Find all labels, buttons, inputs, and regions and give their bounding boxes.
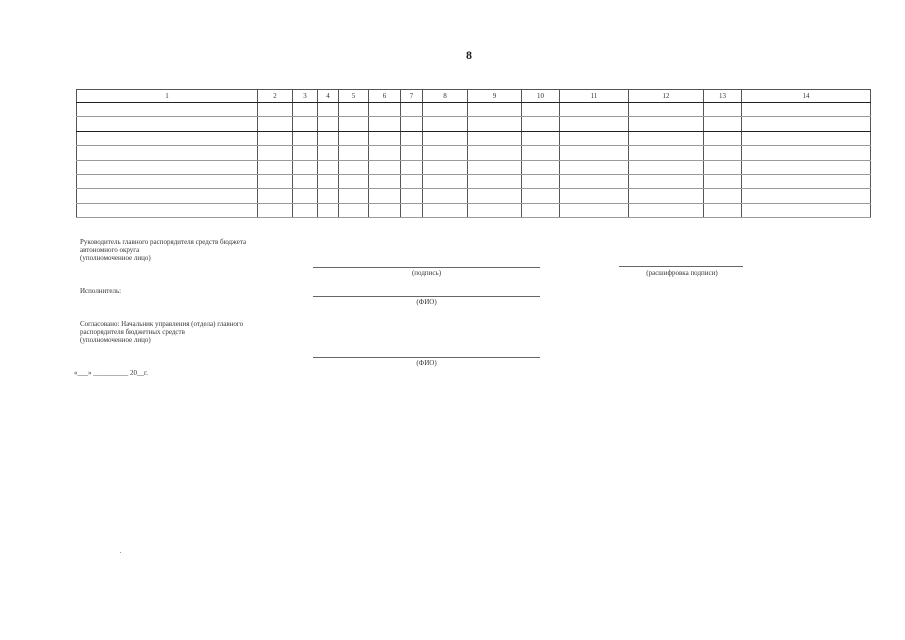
table-cell <box>704 103 742 117</box>
executor-caption: (ФИО) <box>416 298 437 306</box>
column-header: 14 <box>742 90 871 103</box>
column-header: 2 <box>258 90 293 103</box>
table-cell <box>468 117 522 131</box>
table-cell <box>522 117 560 131</box>
column-header: 5 <box>339 90 369 103</box>
table-cell <box>742 117 871 131</box>
table-cell <box>468 146 522 160</box>
table-cell <box>293 103 318 117</box>
table-cell <box>423 103 468 117</box>
table-cell <box>468 203 522 217</box>
table-cell <box>522 203 560 217</box>
agreed-line <box>313 357 540 358</box>
table-cell <box>560 103 629 117</box>
table-cell <box>77 103 258 117</box>
table-cell <box>293 203 318 217</box>
data-table <box>76 89 870 218</box>
table-cell <box>401 174 423 188</box>
page-number: 8 <box>466 48 472 62</box>
table-cell <box>522 189 560 203</box>
table-cell <box>318 131 339 145</box>
table-cell <box>742 160 871 174</box>
table-cell <box>704 146 742 160</box>
decoding-line <box>619 266 743 267</box>
table-cell <box>629 189 704 203</box>
table-header-row <box>77 90 871 103</box>
table-cell <box>77 203 258 217</box>
table-cell <box>258 131 293 145</box>
table-cell <box>318 103 339 117</box>
table-cell <box>468 103 522 117</box>
agreed-caption: (ФИО) <box>416 359 437 367</box>
table-row <box>77 160 871 174</box>
column-header: 9 <box>468 90 522 103</box>
table-cell <box>293 117 318 131</box>
table-cell <box>401 160 423 174</box>
table-row <box>77 189 871 203</box>
table-cell <box>742 146 871 160</box>
table-row <box>77 203 871 217</box>
table-cell <box>629 117 704 131</box>
table-cell <box>77 174 258 188</box>
table-cell <box>293 189 318 203</box>
decoding-caption: (расшифровка подписи) <box>646 269 718 277</box>
table-cell <box>468 131 522 145</box>
table-cell <box>369 189 401 203</box>
table-cell <box>369 174 401 188</box>
table-cell <box>704 131 742 145</box>
table-cell <box>742 189 871 203</box>
table-cell <box>423 174 468 188</box>
executor-label: Исполнитель: <box>80 287 122 295</box>
table-cell <box>293 174 318 188</box>
table-cell <box>742 131 871 145</box>
column-header: 4 <box>318 90 339 103</box>
table-cell <box>293 131 318 145</box>
table-cell <box>468 174 522 188</box>
column-header: 6 <box>369 90 401 103</box>
table-cell <box>293 146 318 160</box>
table-cell <box>339 189 369 203</box>
column-header: 7 <box>401 90 423 103</box>
table-cell <box>318 117 339 131</box>
table-cell <box>339 160 369 174</box>
table-cell <box>423 160 468 174</box>
table-cell <box>77 146 258 160</box>
column-header: 13 <box>704 90 742 103</box>
table-cell <box>339 203 369 217</box>
table-cell <box>318 160 339 174</box>
table-cell <box>339 146 369 160</box>
table-cell <box>742 203 871 217</box>
table-cell <box>369 203 401 217</box>
signature-caption: (подпись) <box>411 269 442 277</box>
table-cell <box>423 131 468 145</box>
table-cell <box>77 117 258 131</box>
table-cell <box>401 189 423 203</box>
date-line: «___» __________ 20__г. <box>74 369 148 377</box>
table-cell <box>258 146 293 160</box>
table-cell <box>339 131 369 145</box>
agreed-label: Согласовано: Начальник управления (отдела) главного распорядителя бюджетных средств (уполномоченное лицо) <box>80 320 244 344</box>
table-cell <box>522 146 560 160</box>
table-cell <box>77 131 258 145</box>
table-cell <box>258 189 293 203</box>
table-cell <box>629 174 704 188</box>
table-cell <box>339 117 369 131</box>
table-cell <box>522 160 560 174</box>
table-cell <box>629 103 704 117</box>
table-cell <box>560 117 629 131</box>
table-cell <box>258 103 293 117</box>
table-cell <box>401 146 423 160</box>
table-cell <box>369 160 401 174</box>
table-cell <box>560 203 629 217</box>
table-cell <box>629 146 704 160</box>
table-cell <box>742 103 871 117</box>
table-cell <box>468 160 522 174</box>
table-cell <box>369 131 401 145</box>
column-header: 12 <box>629 90 704 103</box>
table-row <box>77 131 871 145</box>
table-cell <box>339 103 369 117</box>
table-cell <box>468 189 522 203</box>
table-cell <box>293 160 318 174</box>
column-header: 1 <box>77 90 258 103</box>
table-cell <box>704 160 742 174</box>
table-cell <box>369 117 401 131</box>
table-cell <box>522 131 560 145</box>
table-cell <box>318 203 339 217</box>
table-cell <box>704 117 742 131</box>
table-cell <box>423 146 468 160</box>
table-cell <box>423 203 468 217</box>
table-cell <box>258 174 293 188</box>
table-cell <box>560 174 629 188</box>
table-cell <box>369 146 401 160</box>
table-cell <box>423 189 468 203</box>
table-cell <box>401 117 423 131</box>
table-cell <box>401 103 423 117</box>
table-row <box>77 103 871 117</box>
table-cell <box>318 146 339 160</box>
column-header: 3 <box>293 90 318 103</box>
scan-speck <box>120 552 121 553</box>
table-cell <box>560 189 629 203</box>
table-cell <box>423 117 468 131</box>
table-cell <box>742 174 871 188</box>
table-cell <box>77 189 258 203</box>
column-header: 10 <box>522 90 560 103</box>
table-cell <box>401 203 423 217</box>
table-cell <box>318 174 339 188</box>
table-cell <box>560 131 629 145</box>
table-cell <box>258 117 293 131</box>
table-row <box>77 146 871 160</box>
table-cell <box>704 203 742 217</box>
table-cell <box>522 103 560 117</box>
table-cell <box>77 160 258 174</box>
table-cell <box>318 189 339 203</box>
column-header: 8 <box>423 90 468 103</box>
column-header: 11 <box>560 90 629 103</box>
table-cell <box>522 174 560 188</box>
signature-line <box>313 267 540 268</box>
table-cell <box>629 160 704 174</box>
table-cell <box>629 131 704 145</box>
table-cell <box>704 174 742 188</box>
head-of-distributor-label: Руководитель главного распорядителя средств бюджета автономного округа (уполномоченное лицо) <box>80 238 247 262</box>
executor-line <box>313 296 540 297</box>
table-row <box>77 174 871 188</box>
table-cell <box>560 160 629 174</box>
table-row <box>77 117 871 131</box>
table-cell <box>369 103 401 117</box>
table-cell <box>560 146 629 160</box>
table-cell <box>629 203 704 217</box>
table-cell <box>401 131 423 145</box>
table-cell <box>339 174 369 188</box>
table-cell <box>704 189 742 203</box>
table-cell <box>258 160 293 174</box>
table-cell <box>258 203 293 217</box>
